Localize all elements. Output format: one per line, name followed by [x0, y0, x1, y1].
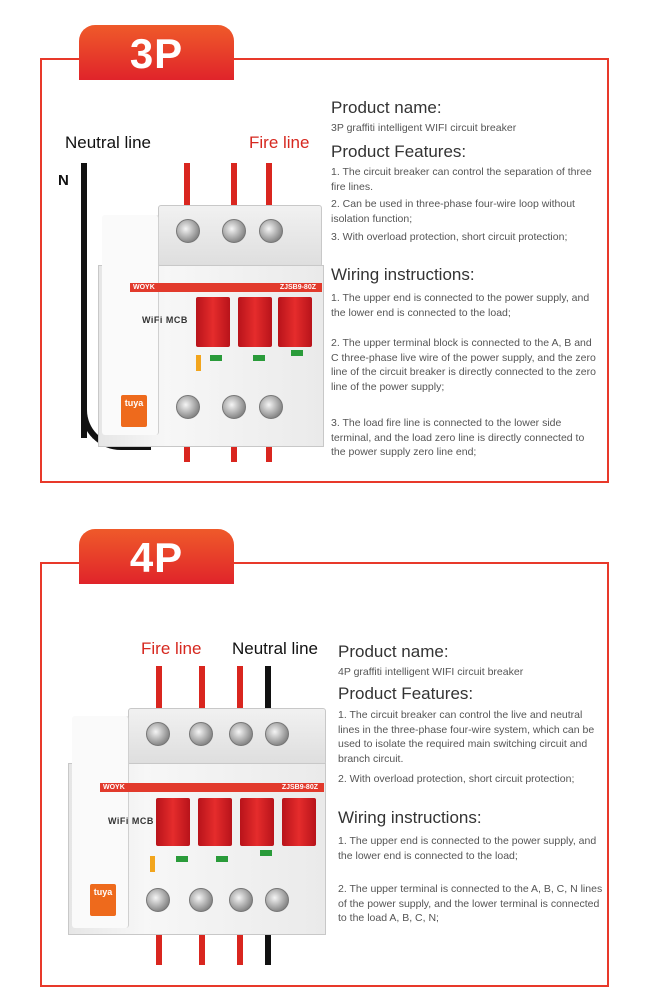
screw-icon [229, 888, 253, 912]
breaker-toggle-a[interactable] [156, 798, 190, 846]
screw-icon [189, 722, 213, 746]
product-name-heading: Product name: [338, 642, 449, 661]
neutral-line-label: Neutral line [232, 639, 318, 658]
feature-item: 3. With overload protection, short circuit protection; [331, 231, 568, 243]
on-indicator [291, 350, 303, 356]
screw-icon [229, 722, 253, 746]
tuya-logo: tuya [121, 395, 147, 427]
screw-icon [146, 722, 170, 746]
rating-indicator [150, 856, 155, 872]
breaker-toggle-c[interactable] [240, 798, 274, 846]
tuya-logo: tuya [90, 884, 116, 916]
model-name: ZJSB9-80Z [281, 784, 318, 791]
screw-icon [146, 888, 170, 912]
wifi-mcb-label: WiFi MCB [108, 816, 154, 826]
on-indicator [253, 355, 265, 361]
screw-icon [176, 395, 200, 419]
on-indicator [210, 355, 222, 361]
feature-item: 2. Can be used in three-phase four-wire loop without isolation function; [331, 198, 575, 225]
breaker-toggle-a[interactable] [196, 297, 230, 347]
brand-name: WOYK [103, 784, 125, 791]
neutral-line-label: Neutral line [65, 133, 151, 152]
breaker-toggle-b[interactable] [198, 798, 232, 846]
section-tab: 3P [79, 25, 234, 80]
screw-icon [222, 395, 246, 419]
breaker-toggle-c[interactable] [278, 297, 312, 347]
screw-icon [259, 219, 283, 243]
wiring-item: 1. The upper end is connected to the power supply, and the lower end is connected to the load; [338, 835, 597, 862]
screw-icon [176, 219, 200, 243]
wiring-item: 2. The upper terminal block is connected to the A, B and C three-phase live wire of the power supply, and the zero line of the circuit breaker is directly connected to the zero line of the power supply; [331, 337, 596, 393]
wiring-item: 2. The upper terminal is connected to the A, B, C, N lines of the power supply, and the lower terminal is connected to the load A, B, C, N; [338, 883, 603, 924]
model-name: ZJSB9-80Z [279, 284, 316, 291]
section-4p [0, 500, 648, 1000]
features-heading: Product Features: [331, 142, 467, 161]
rating-indicator [196, 355, 201, 371]
circuit-breaker-3p [98, 205, 328, 445]
features-heading: Product Features: [338, 684, 474, 703]
breaker-toggle-n[interactable] [282, 798, 316, 846]
screw-icon [222, 219, 246, 243]
on-indicator [216, 856, 228, 862]
brand-name: WOYK [133, 284, 155, 291]
feature-item: 1. The circuit breaker can control the separation of three fire lines. [331, 166, 592, 193]
section-tab: 4P [79, 529, 234, 584]
wiring-item: 3. The load fire line is connected to the lower side terminal, and the load zero line is directly connected to the power supply zero line end; [331, 417, 585, 458]
wifi-mcb-label: WiFi MCB [142, 315, 188, 325]
screw-icon [265, 722, 289, 746]
n-label: N [58, 172, 69, 189]
product-name-heading: Product name: [331, 98, 442, 117]
fire-line-label: Fire line [249, 133, 310, 152]
screw-icon [265, 888, 289, 912]
on-indicator [260, 850, 272, 856]
wiring-heading: Wiring instructions: [331, 265, 475, 284]
screw-icon [259, 395, 283, 419]
neutral-wire [81, 163, 87, 438]
feature-item: 1. The circuit breaker can control the live and neutral lines in the three-phase four-wire system, which can be used to isolate the required main switching circuit and branch circuit. [338, 709, 595, 765]
product-name: 3P graffiti intelligent WIFI circuit breaker [331, 122, 517, 134]
feature-item: 2. With overload protection, short circuit protection; [338, 773, 575, 785]
wiring-heading: Wiring instructions: [338, 808, 482, 827]
brand-strip [100, 783, 324, 792]
screw-icon [189, 888, 213, 912]
breaker-toggle-b[interactable] [238, 297, 272, 347]
brand-strip [130, 283, 322, 292]
wiring-item: 1. The upper end is connected to the power supply, and the lower end is connected to the load; [331, 292, 590, 319]
fire-line-label: Fire line [141, 639, 202, 658]
circuit-breaker-4p [68, 708, 328, 933]
on-indicator [176, 856, 188, 862]
product-name: 4P graffiti intelligent WIFI circuit breaker [338, 666, 524, 678]
